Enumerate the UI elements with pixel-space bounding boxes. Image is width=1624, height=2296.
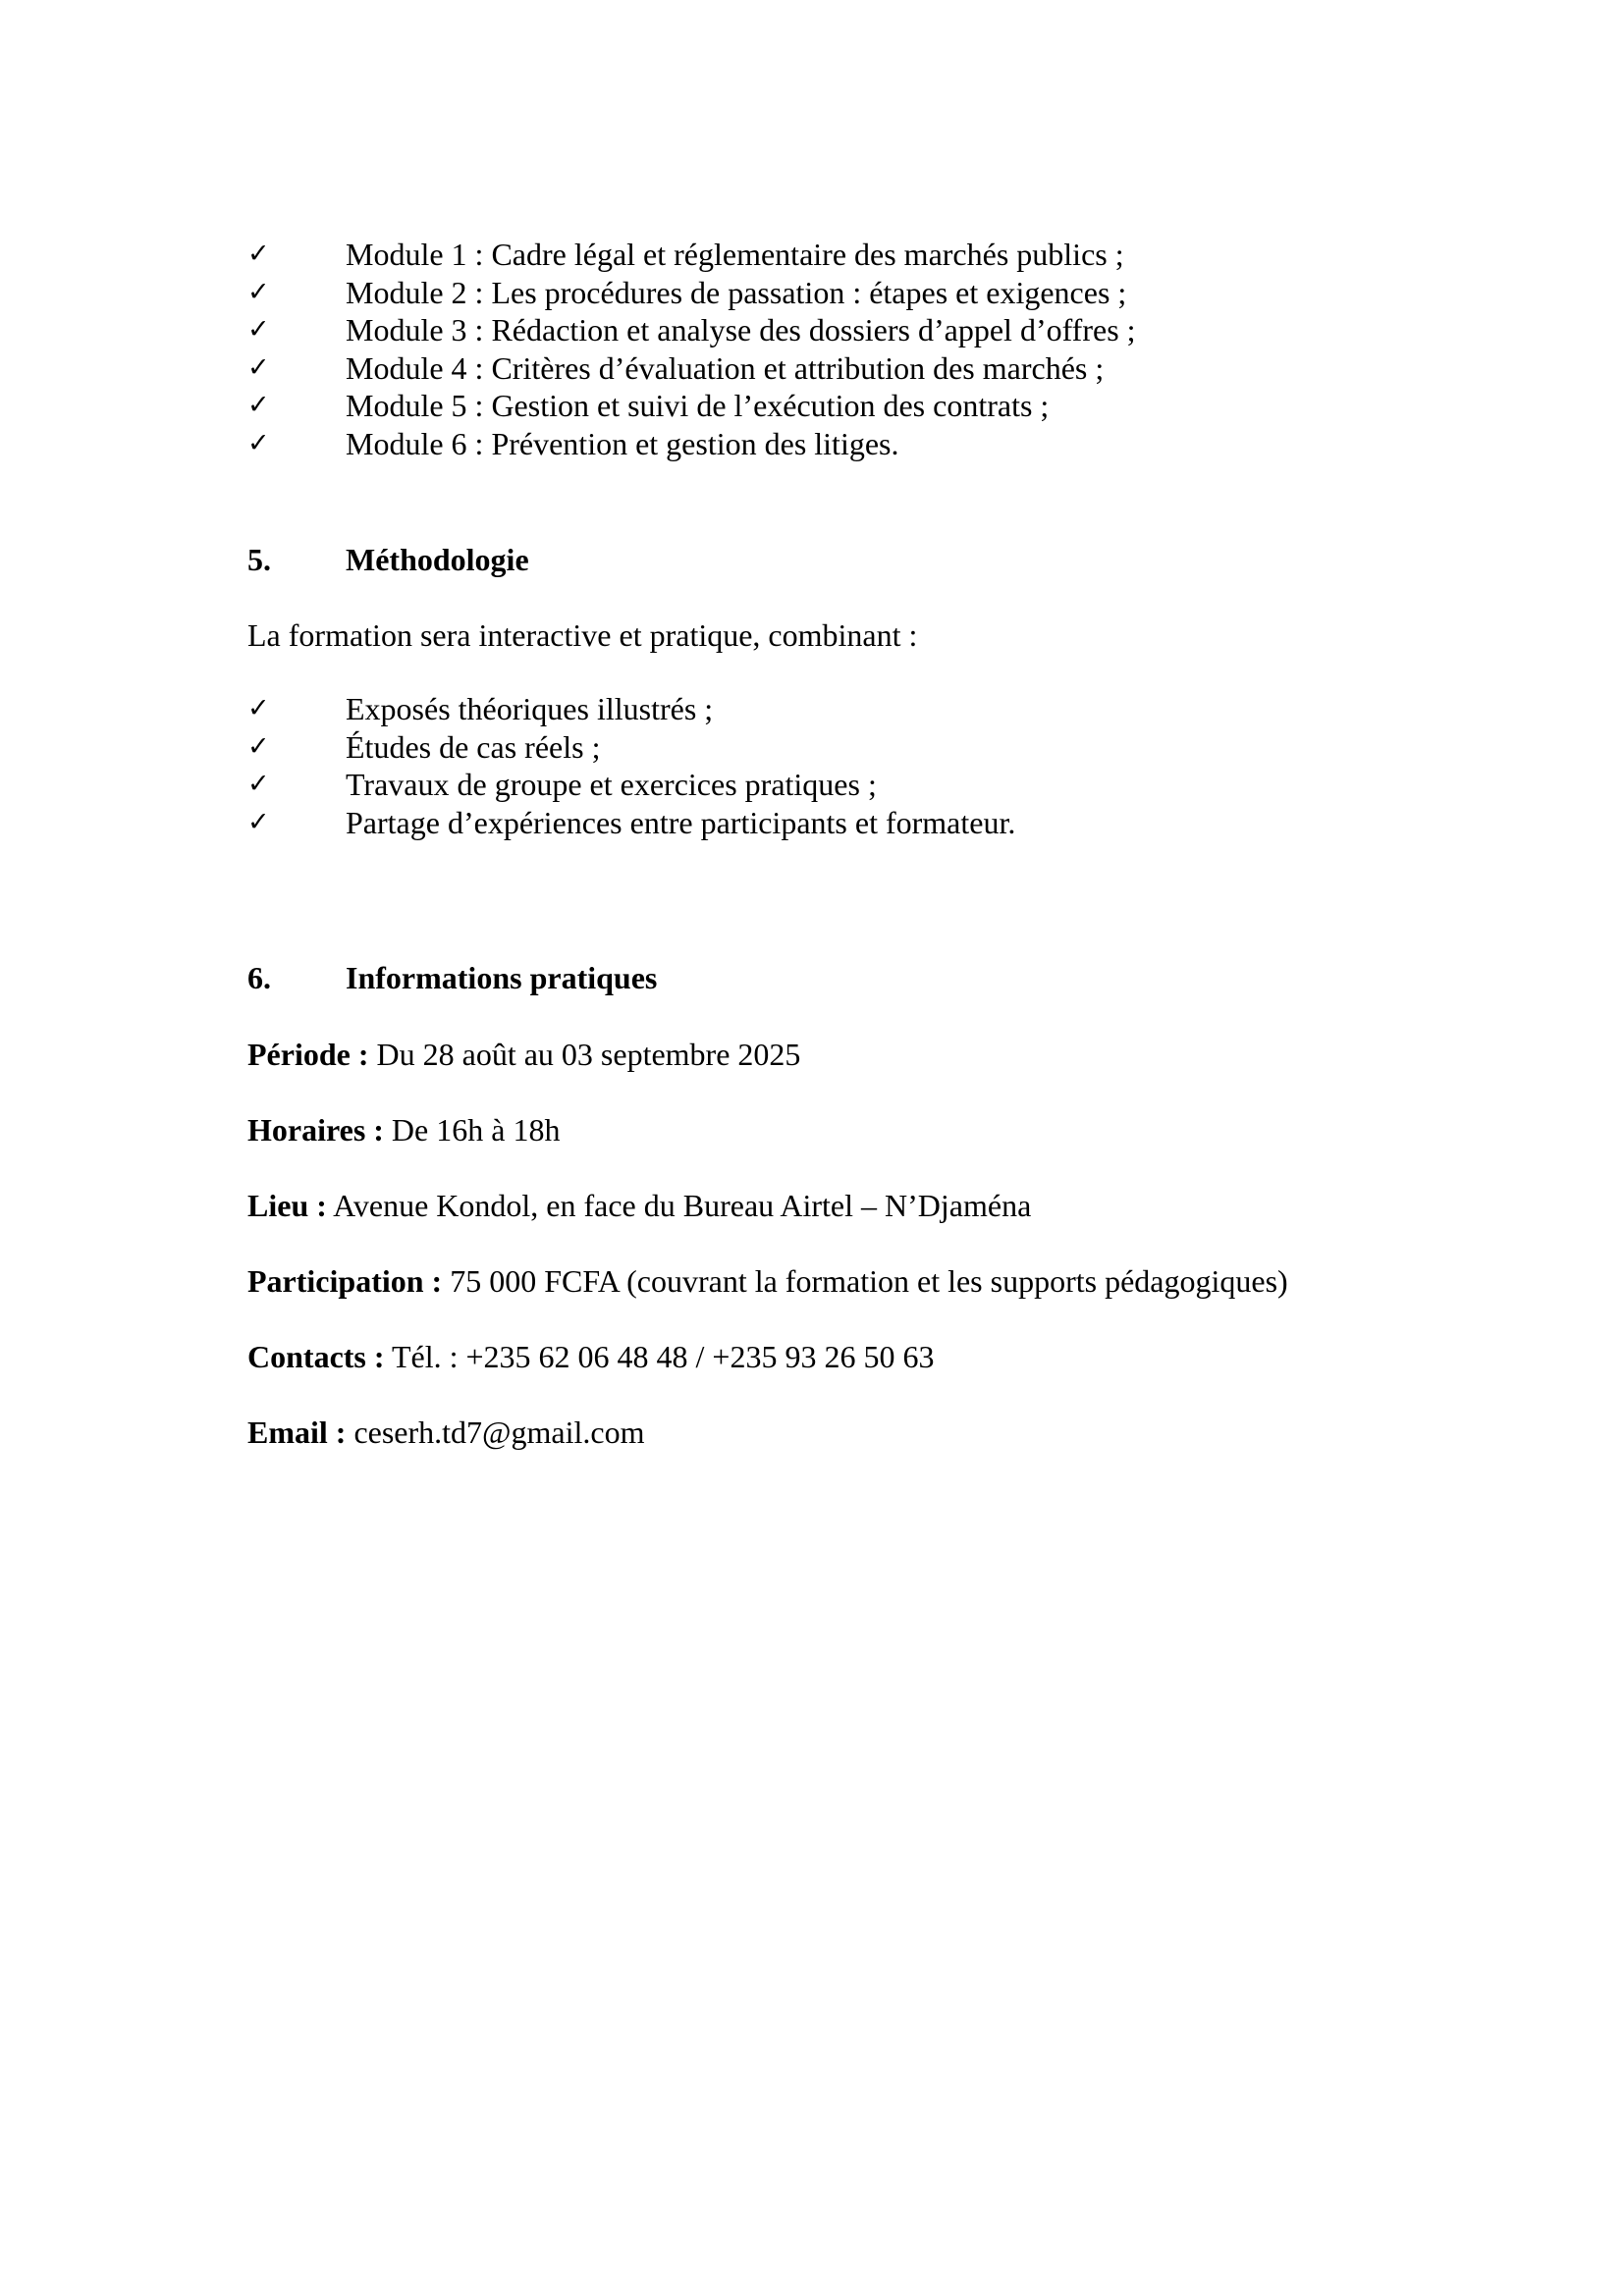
info-periode [247,1035,800,1074]
info-contacts [247,1337,934,1376]
info-value: 75 000 FCFA (couvrant la formation et les supports pédagogiques) [442,1263,1288,1299]
method-item-text: Études de cas réels ; [346,728,601,765]
method-item-text: Exposés théoriques illustrés ; [346,691,714,726]
checkmark-icon: ✓ [247,390,270,420]
info-label: Email : [247,1415,347,1450]
checkmark-icon: ✓ [247,276,270,307]
checkmark-icon: ✓ [247,239,270,269]
module-item-text: Module 2 : Les procédures de passation : étapes et exigences ; [346,274,1127,310]
module-item-text: Module 5 : Gestion et suivi de l’exécution des contrats ; [346,388,1050,423]
section-title: Méthodologie [346,542,529,577]
checkmark-icon: ✓ [247,769,270,799]
section-heading-informations-pratiques [247,958,657,997]
info-label: Période : [247,1037,369,1072]
checkmark-icon: ✓ [247,693,270,723]
info-value: Tél. : +235 62 06 48 48 / +235 93 26 50 63 [384,1339,935,1374]
checkmark-icon: ✓ [247,314,270,345]
info-lieu [247,1186,1031,1225]
module-item-text: Module 3 : Rédaction et analyse des dossiers d’appel d’offres ; [346,312,1136,347]
section-title: Informations pratiques [346,960,658,995]
info-label: Lieu : [247,1188,327,1223]
info-label: Horaires : [247,1112,384,1148]
methodology-intro: La formation sera interactive et pratique, combinant : [247,617,918,653]
info-value: Avenue Kondol, en face du Bureau Airtel – N’Djaména [326,1188,1032,1223]
module-item-text: Module 1 : Cadre légal et réglementaire des marchés publics ; [346,237,1124,272]
checkmark-icon: ✓ [247,730,270,762]
checkmark-icon: ✓ [247,806,270,837]
info-label: Contacts : [247,1339,385,1374]
checkmark-icon: ✓ [247,351,270,383]
info-horaires [247,1110,560,1149]
info-value: De 16h à 18h [383,1112,561,1148]
info-participation [247,1261,1288,1301]
section-number: 6. [247,960,271,995]
method-item-text: Partage d’expériences entre participants et formateur. [346,804,1016,840]
info-label: Participation : [247,1263,443,1299]
checkmark-icon: ✓ [247,427,270,458]
info-email [247,1413,644,1452]
module-item-text: Module 4 : Critères d’évaluation et attribution des marchés ; [346,349,1105,386]
section-heading-methodologie [247,540,529,579]
info-value: Du 28 août au 03 septembre 2025 [368,1037,801,1072]
module-item-text: Module 6 : Prévention et gestion des litiges. [346,425,899,461]
info-value: ceserh.td7@gmail.com [346,1415,645,1450]
method-item-text: Travaux de groupe et exercices pratiques ; [346,767,877,802]
section-number: 5. [247,542,271,577]
